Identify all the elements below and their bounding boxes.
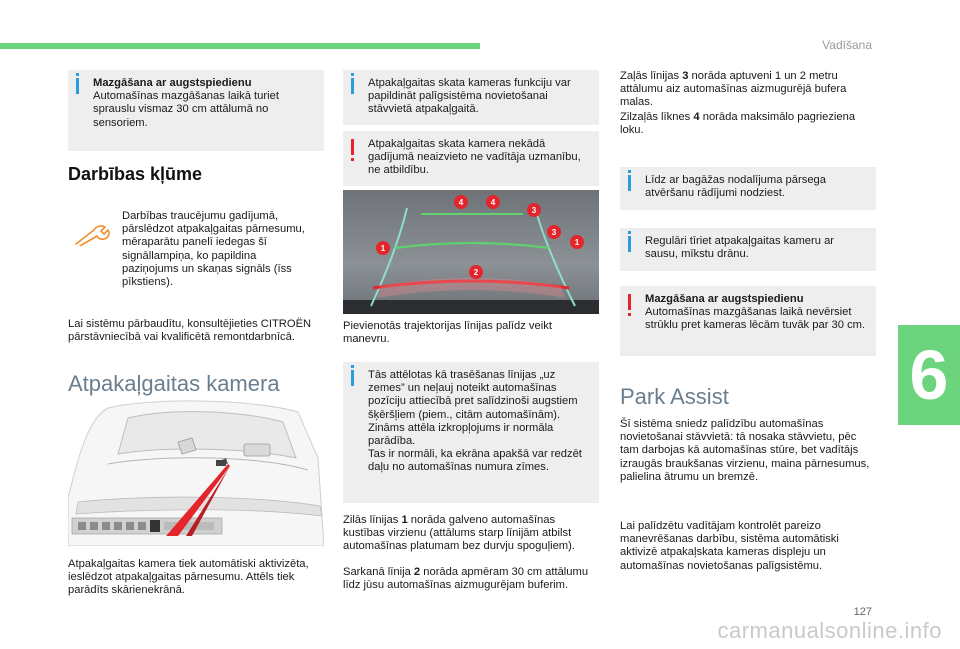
- warning-icon: [351, 139, 354, 155]
- info-box-body: Atpakaļgaitas skata kameras funkciju var papildināt palīgsistēma novietošanai stāvvietā atpakaļgaitā.: [368, 77, 571, 116]
- line1-pre: Zilās līnijas: [343, 514, 402, 526]
- line2-pre: Sarkanā līnija: [343, 566, 414, 578]
- section-title: Vadīšana: [822, 38, 872, 52]
- line1-post: norāda galveno automašīnas kustības virzienu (attālums starp līnijām atbilst automašīnas platumam bez durvju spoguļiem).: [343, 514, 575, 553]
- line2-number: 2: [413, 566, 421, 578]
- warning-box-body: Atpakaļgaitas skata kamera nekādā gadījumā neaizvieto ne vadītāja uzmanību, ne atbildību.: [368, 138, 581, 177]
- warning-box-title: Mazgāšana ar augstspiedienu: [645, 293, 804, 305]
- warning-box-camera: [343, 131, 599, 186]
- wrench-icon: [74, 224, 112, 246]
- info-box-parking-aid: [343, 70, 599, 125]
- check-text: Lai sistēmu pārbaudītu, konsultējieties CITROËN pārstāvniecībā vai kvalificētā remontdarbnīcā.: [68, 318, 312, 344]
- top-accent-bar: [0, 43, 480, 49]
- fault-text: Darbības traucējumu gadījumā, pārslēdzot atpakaļgaitas pārnesumu, mēraparātu panelī iedegas šī signāllampiņa, ko papildina paziņojums un skaņas signāls (īss pīkstiens).: [122, 210, 305, 289]
- info-box-trunk: [620, 167, 876, 210]
- line4-text: [620, 111, 878, 137]
- info-box-body: Tās attēlotas kā trasēšanas līnijas „uz zemes” un neļauj noteikt automašīnas pozīciju attiecībā pret salīdzinoši augstiem šķēršļiem (piem., citām automašīnām). Zināms attēla izkropļojums ir normāla parādība. Tas ir normāli, ka ekrāna apakšā var redzēt daļu no automašīnas numura zīmes.: [368, 369, 582, 474]
- info-box-title: Mazgāšana ar augstspiedienu: [93, 77, 252, 89]
- marker-label: 1: [380, 244, 386, 253]
- line3-post: norāda aptuveni 1 un 2 metru attālumu aiz automašīnas aizmugurējā bufera malas.: [620, 70, 847, 109]
- car-rear-illustration: [68, 398, 324, 546]
- info-box-body: Automašīnas mazgāšanas laikā turiet sprauslu vismaz 30 cm attālumā no sensoriem.: [93, 90, 279, 129]
- camera-heading: Atpakaļgaitas kamera: [68, 371, 280, 396]
- line4-pre: Zilzaļās līknes: [620, 111, 694, 123]
- line1-number: 1: [401, 514, 408, 526]
- line2-post: norāda apmēram 30 cm attālumu līdz jūsu automašīnas aizmugurējam buferim.: [343, 566, 589, 592]
- park-assist-heading: Park Assist: [620, 384, 729, 409]
- info-icon: [351, 370, 354, 386]
- line2-text: [343, 566, 599, 592]
- warning-box-high-pressure: [620, 286, 876, 356]
- line4-post: norāda maksimālo pagrieziena loku.: [620, 111, 856, 137]
- marker-label: 2: [473, 268, 479, 277]
- chapter-tab: 6: [898, 325, 960, 425]
- marker-label: 1: [574, 238, 580, 247]
- warning-icon: [628, 294, 631, 310]
- line1-text: [343, 514, 599, 554]
- line3-pre: Zaļās līnijas: [620, 70, 683, 82]
- info-box-body: Regulāri tīriet atpakaļgaitas kameru ar sausu, mīkstu drānu.: [645, 235, 835, 261]
- park-assist-text-1: Šī sistēma sniedz palīdzību automašīnas novietošanai stāvvietā: tā nosaka stāvvietu, pēc tam darbojas kā automašīnas stūre, bet vadītājs izraugās braukšanas virzienu, maina pārnesumus, palielina ātrumu un bremzē.: [620, 418, 870, 483]
- info-icon: [351, 78, 354, 94]
- marker-label: 3: [531, 206, 537, 215]
- watermark: carmanualsonline.info: [717, 618, 942, 643]
- info-box-body: Līdz ar bagāžas nodalījuma pārsega atvēršanu rādījumi nodziest.: [645, 174, 826, 200]
- line3-number: 3: [682, 70, 689, 82]
- marker-label: 3: [551, 228, 557, 237]
- camera-text: Atpakaļgaitas kamera tiek automātiski aktivizēta, ieslēdzot atpakaļgaitas pārnesumu. Attēls tiek parādīts skārienekrānā.: [68, 558, 309, 597]
- page-number: 127: [853, 606, 872, 618]
- info-box-clean-camera: [620, 228, 876, 271]
- marker-label: 4: [458, 198, 464, 207]
- marker-label: 4: [490, 198, 496, 207]
- line4-number: 4: [693, 111, 700, 123]
- info-icon: [628, 175, 631, 191]
- line3-text: [620, 70, 878, 110]
- warning-box-body: Automašīnas mazgāšanas laikā nevērsiet strūklu pret kameras lēcām tuvāk par 30 cm.: [645, 306, 866, 332]
- camera-view-image: [343, 190, 599, 314]
- trajectory-caption: Pievienotās trajektorijas līnijas palīdz veikt manevru.: [343, 320, 552, 346]
- info-icon: [628, 236, 631, 252]
- fault-heading: Darbības kļūme: [68, 164, 203, 184]
- park-assist-text-2: Lai palīdzētu vadītājam kontrolēt pareizo manevrēšanas darbību, sistēma automātiski aktivizē atpakaļskata kameras displeju un automašīnas novietošanas palīgsistēmu.: [620, 520, 839, 572]
- info-box-high-pressure: [68, 70, 324, 151]
- info-icon: [76, 78, 79, 94]
- info-box-ground-lines: [343, 362, 599, 503]
